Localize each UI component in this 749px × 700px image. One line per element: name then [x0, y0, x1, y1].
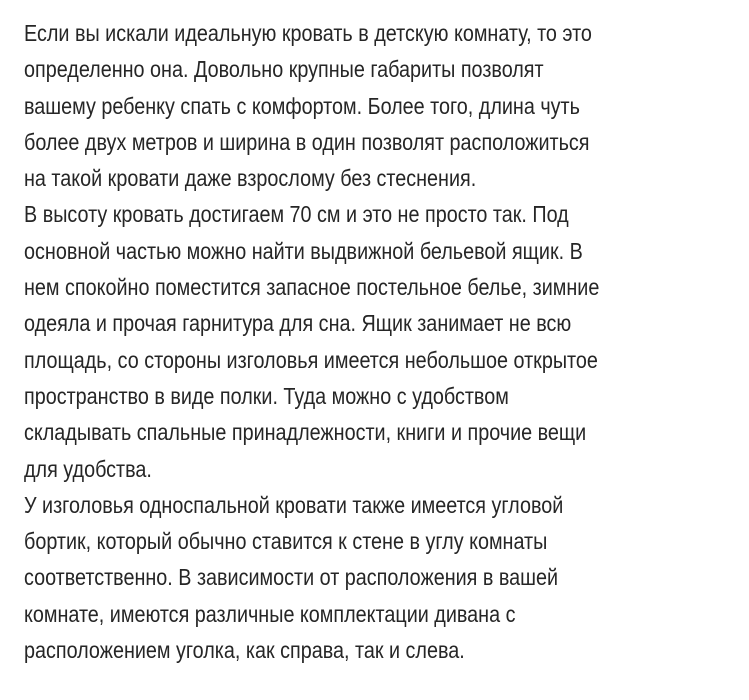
text-line: нем спокойно поместится запасное постельное белье, зимние — [24, 274, 600, 301]
text-line: расположением уголка, как справа, так и слева. — [24, 637, 465, 664]
text-line: У изголовья односпальной кровати также имеется угловой — [24, 491, 564, 518]
text-line: складывать спальные принадлежности, книги и прочие вещи — [24, 419, 587, 446]
text-line: определенно она. Довольно крупные габариты позволят — [24, 56, 544, 83]
text-line: вашему ребенку спать с комфортом. Более того, длина чуть — [24, 92, 580, 119]
text-line: комнате, имеются различные комплектации дивана с — [24, 600, 516, 627]
text-line: пространство в виде полки. Туда можно с удобством — [24, 382, 509, 409]
text-line: соответственно. В зависимости от расположения в вашей — [24, 564, 559, 591]
text-line: основной частью можно найти выдвижной бельевой ящик. В — [24, 237, 583, 264]
text-line: Если вы искали идеальную кровать в детскую комнату, то это — [24, 20, 592, 46]
paragraph-1 — [24, 15, 731, 196]
text-line: бортик, который обычно ставится к стене в углу комнаты — [24, 528, 548, 555]
text-line: В высоту кровать достигаем 70 см и это не просто так. Под — [24, 201, 569, 228]
text-line: для удобства. — [24, 455, 152, 482]
paragraph-2 — [24, 196, 731, 486]
text-line: одеяла и прочая гарнитура для сна. Ящик занимает не всю — [24, 310, 572, 337]
text-line: площадь, со стороны изголовья имеется небольшое открытое — [24, 346, 598, 373]
text-line: на такой кровати даже взрослому без стеснения. — [24, 165, 477, 192]
paragraph-3 — [24, 487, 731, 668]
text-line: более двух метров и ширина в один позволят расположиться — [24, 128, 590, 155]
